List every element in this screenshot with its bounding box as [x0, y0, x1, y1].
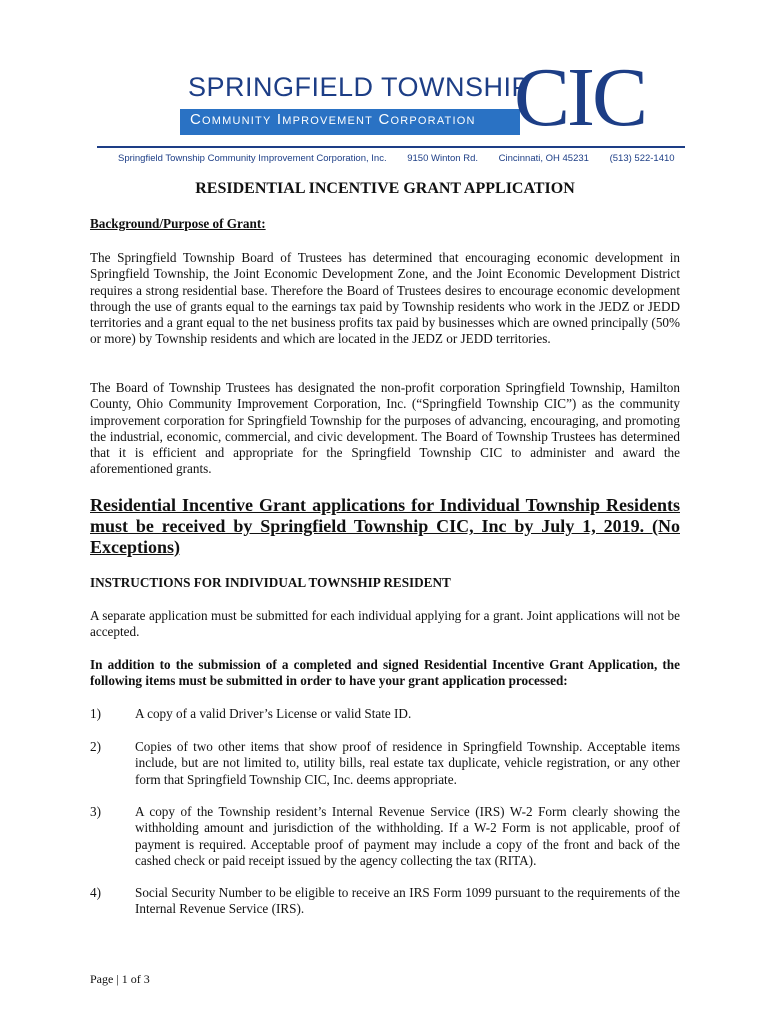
- logo-mark: CIC: [514, 51, 646, 144]
- logo: [180, 51, 650, 144]
- page-number: Page | 1 of 3: [90, 972, 150, 986]
- separate-application-paragraph: A separate application must be submitted for each individual applying for a grant. Joint applications will not be accepted.: [90, 608, 680, 640]
- list-item-number: 2): [90, 739, 101, 754]
- logo-subtitle: Community Improvement Corporation: [190, 111, 476, 128]
- requirements-intro: In addition to the submission of a completed and signed Residential Incentive Grant Application, the following items must be submitted in order to have your grant application processed:: [90, 657, 680, 689]
- designation-paragraph: The Board of Township Trustees has designated the non-profit corporation Springfield Township, Hamilton County, Ohio Community Improvement Corporation, Inc. (“Springfield Township CIC”) as the community improvement corporation for Springfield Township for the purposes of advancing, encouraging, and promoting the industrial, economic, commercial, and civic development. The Board of Township Trustees has determined that it is efficient and appropriate for the Springfield Township CIC to administer and award the aforementioned grants.: [90, 380, 680, 477]
- header-rule: [97, 146, 685, 148]
- street: 9150 Winton Rd.: [407, 153, 478, 164]
- list-item-text: A copy of the Township resident’s Internal Revenue Service (IRS) W-2 Form clearly showing the withholding amount and jurisdiction of the withholding. If a W-2 Form is not applicable, proof of payment is required. Acceptable proof of payment may include a copy of the front and back of the cashed check or paid receipt issued by the agency collecting the tax (RITA).: [135, 804, 680, 868]
- city: Cincinnati, OH 45231: [498, 153, 589, 164]
- list-item-number: 1): [90, 706, 101, 721]
- list-item-text: A copy of a valid Driver’s License or valid State ID.: [135, 706, 412, 721]
- list-item-number: 4): [90, 885, 101, 900]
- phone: (513) 522-1410: [609, 153, 675, 164]
- list-item-text: Social Security Number to be eligible to receive an IRS Form 1099 pursuant to the requirements of the Internal Revenue Service (IRS).: [135, 885, 680, 917]
- org-name: Springfield Township Community Improvement Corporation, Inc.: [118, 153, 387, 164]
- background-heading: Background/Purpose of Grant:: [90, 216, 266, 231]
- address-line: [118, 153, 678, 164]
- page-title: RESIDENTIAL INCENTIVE GRANT APPLICATION: [195, 180, 575, 197]
- list-item-number: 3): [90, 804, 101, 819]
- logo-title: SPRINGFIELD TOWNSHIP: [188, 72, 531, 102]
- deadline-notice: Residential Incentive Grant applications for Individual Township Residents must be received by Springfield Township CIC, Inc by July 1, 2019. (No Exceptions): [90, 495, 680, 557]
- background-paragraph: The Springfield Township Board of Trustees has determined that encouraging economic development in Springfield Township, the Joint Economic Development Zone, and the Joint Economic Development District requires a strong residential base. Therefore the Board of Trustees desires to encourage economic development through the use of grants equal to the earnings tax paid by Township residents who work in the JEDZ or JEDD territories and a grant equal to the net business profits tax paid by businesses which are owned principally (50% or more) by Township residents and which are located in the JEDZ or JEDD territories.: [90, 250, 680, 347]
- instructions-heading: INSTRUCTIONS FOR INDIVIDUAL TOWNSHIP RESIDENT: [90, 575, 451, 590]
- list-item-text: Copies of two other items that show proof of residence in Springfield Township. Acceptable items include, but are not limited to, utility bills, real estate tax duplicate, vehicle registration, or any other form that Springfield Township CIC, Inc. deems appropriate.: [135, 739, 680, 787]
